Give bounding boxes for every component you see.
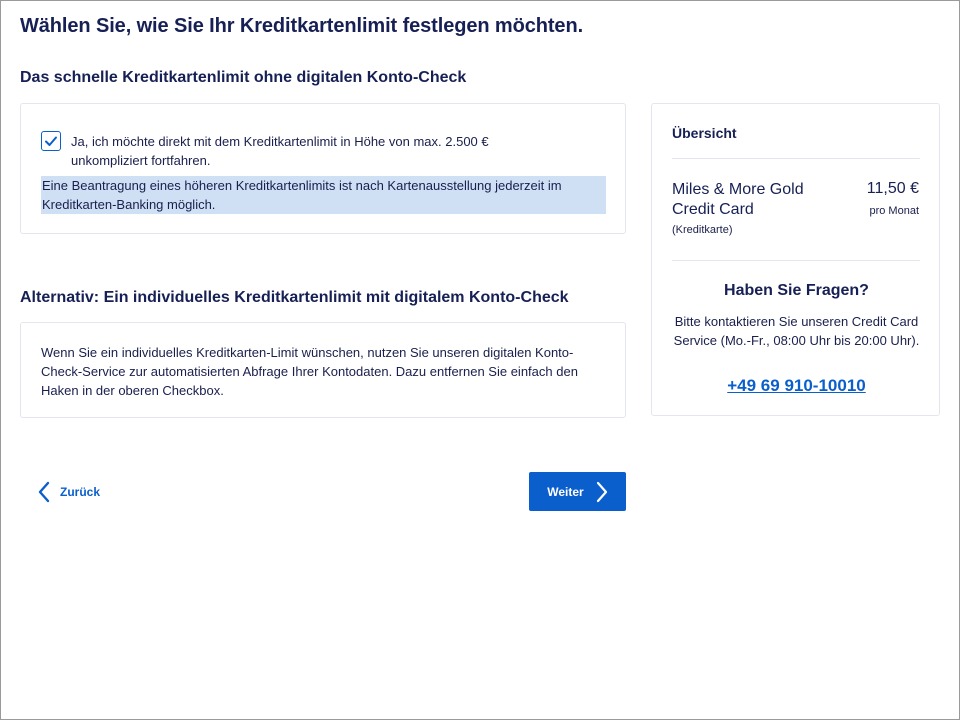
individual-limit-heading: Alternativ: Ein individuelles Kreditkartenlimit mit digitalem Konto-Check bbox=[20, 289, 569, 306]
price-unit: pro Monat bbox=[869, 205, 919, 217]
chevron-right-icon bbox=[596, 481, 608, 503]
overview-title: Übersicht bbox=[672, 125, 737, 141]
next-button[interactable] bbox=[529, 472, 626, 511]
back-label: Zurück bbox=[60, 485, 101, 499]
quick-limit-card bbox=[20, 103, 626, 234]
faq-text: Bitte kontaktieren Sie unseren Credit Card Service (Mo.-Fr., 08:00 Uhr bis 20:00 Uhr). bbox=[673, 314, 920, 348]
quick-limit-checkbox-label[interactable]: Ja, ich möchte direkt mit dem Kreditkartenlimit in Höhe von max. 2.500 € unkompliziert fortfahren. bbox=[71, 134, 489, 168]
page-title: Wählen Sie, wie Sie Ihr Kreditkartenlimit festlegen möchten. bbox=[20, 15, 584, 37]
quick-limit-heading: Das schnelle Kreditkartenlimit ohne digitalen Konto-Check bbox=[20, 69, 467, 86]
product-name: Miles & More Gold Credit Card bbox=[672, 181, 804, 218]
divider bbox=[672, 158, 920, 159]
product-type: (Kreditkarte) bbox=[672, 224, 733, 236]
faq-title: Haben Sie Fragen? bbox=[724, 282, 869, 299]
individual-limit-card bbox=[20, 322, 626, 418]
checkmark-icon bbox=[44, 134, 58, 148]
chevron-left-icon bbox=[37, 481, 51, 503]
individual-limit-text: Wenn Sie ein individuelles Kreditkarten-Limit wünschen, nutzen Sie unseren digitalen Konto-Check-Service zur automatisierten Abfrage Ihrer Kontodaten. Dazu entfernen Sie einfach den Haken in der oberen Checkbox. bbox=[41, 345, 578, 398]
phone-link[interactable]: +49 69 910-10010 bbox=[727, 376, 866, 395]
next-label: Weiter bbox=[547, 484, 584, 499]
overview-panel bbox=[651, 103, 940, 416]
quick-limit-checkbox[interactable] bbox=[41, 131, 61, 151]
product-price: 11,50 € bbox=[866, 180, 919, 197]
divider bbox=[672, 260, 920, 261]
back-link[interactable] bbox=[37, 480, 100, 504]
quick-limit-note: Eine Beantragung eines höheren Kreditkartenlimits ist nach Kartenausstellung jederzeit im Kreditkarten-Banking möglich. bbox=[41, 176, 606, 214]
